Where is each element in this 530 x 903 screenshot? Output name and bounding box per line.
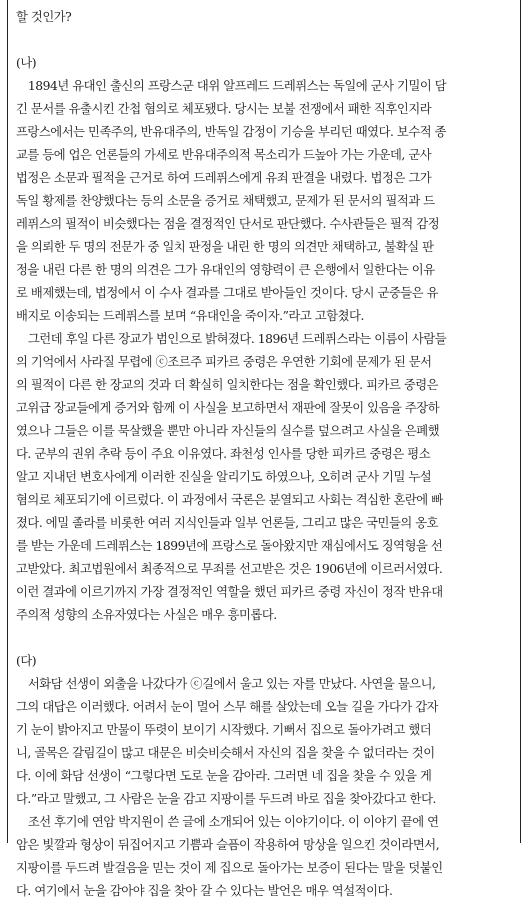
- text-line: 다. 이에 화담 선생이 “그렇다면 도로 눈을 감아라. 그러면 네 집을 찾을 수 있을 게: [16, 769, 432, 783]
- text-line: 다. 군부의 권위 추락 등이 주요 이유였다. 좌천성 인사를 당한 피카르 중령은 평소: [16, 447, 431, 461]
- text-line: 였으나 그들은 이를 묵살했을 뿐만 아니라 자신들의 실수를 덮으려고 사실을 은폐했: [16, 424, 440, 438]
- text-line: 의 필적이 다른 한 장교의 것과 더 확실히 일치한다는 점을 확인했다. 피카르 중령은: [16, 378, 439, 392]
- text-line: 의 기억에서 사라질 무렵에 ⓒ조르주 피카르 중령은 우연한 기회에 문제가 된 문서: [16, 355, 432, 369]
- text-line: 암은 빛깔과 형상이 뒤집어지고 기쁨과 슬픔이 작용하여 망상을 일으킨 것이라면서,: [16, 838, 440, 852]
- text-line: 졌다. 에밀 졸라를 비롯한 여러 지식인들과 일부 언론들, 그리고 많은 국민들의 옹호: [16, 516, 439, 530]
- text-line: 그의 대답은 이러했다. 어려서 눈이 멀어 스무 해를 살았는데 오늘 길을 가다가 갑자: [16, 700, 439, 714]
- text-line: 독일 황제를 찬양했다는 등의 소문을 증거로 채택했고, 문제가 된 문서의 필적과 드: [16, 194, 435, 208]
- text-line: 고위급 장교들에게 증거와 함께 이 사실을 보고하면서 재판에 잘못이 있음을 주장하: [16, 401, 440, 415]
- section-label: (나): [16, 56, 37, 70]
- text-line: 혐의로 체포되기에 이르렀다. 이 과정에서 국론은 분열되고 사회는 격심한 혼란에 빠: [16, 493, 443, 507]
- text-line: 을 의뢰한 두 명의 전문가 중 일치 판정을 내린 한 명의 의견만 채택하고, 불확실 판: [16, 240, 434, 254]
- section-gap: [16, 29, 516, 52]
- continuation-line: 할 것인가?: [16, 10, 72, 24]
- section-gap: [16, 627, 516, 650]
- text-line: 니, 골목은 갈림길이 많고 대문은 비슷비슷해서 자신의 집을 찾을 수 없더라는 것이: [16, 746, 435, 760]
- text-line: 교를 등에 업은 언론들의 가세로 반유대주의적 목소리가 드높아 가는 가운데, 군사: [16, 148, 432, 162]
- text-line: 다.”라고 말했고, 그 사람은 눈을 감고 지팡이를 두드려 바로 집을 찾아갔다고 한다.: [16, 792, 436, 806]
- text-line: 를 받는 가운데 드레퓌스는 1899년에 프랑스로 돌아왔지만 재심에서도 징역형을 선: [16, 539, 443, 553]
- section-na: [16, 52, 516, 627]
- text-line: 그런데 후일 다른 장교가 범인으로 밝혀졌다. 1896년 드레퓌스라는 이름이 사람들: [16, 332, 447, 346]
- text-line: 고받았다. 최고법원에서 최종적으로 무죄를 선고받은 것은 1906년에 이르러서였다.: [16, 562, 443, 576]
- text-line: 기 눈이 밝아지고 만물이 뚜렷이 보이기 시작했다. 기뻐서 집으로 돌아가려고 했더: [16, 723, 432, 737]
- text-line: 알고 지내던 변호사에게 이러한 진실을 알리기도 하였으나, 오히려 군사 기밀 누설: [16, 470, 432, 484]
- section-label: (다): [16, 654, 37, 668]
- text-line: 지팡이를 두드려 발걸음을 믿는 것이 제 집으로 돌아가는 보증이 된다는 말을 덧붙인: [16, 861, 443, 875]
- text-line: 1894년 유대인 출신의 프랑스군 대위 알프레드 드레퓌스는 독일에 군사 기밀이 담: [16, 79, 447, 93]
- text-line: 정을 내린 다른 한 명의 의견은 그가 유대인의 영향력이 큰 은행에서 일한다는 이유: [16, 263, 435, 277]
- text-line: 이런 결과에 이르기까지 가장 결정적인 역할을 했던 피카르 중령 자신이 정작 반유대: [16, 585, 443, 599]
- text-line: 긴 문서를 유출시킨 간첩 혐의로 체포됐다. 당시는 보불 전쟁에서 패한 직후인지라: [16, 102, 432, 116]
- text-line: 프랑스에서는 민족주의, 반유대주의, 반독일 감정이 기승을 부리던 때였다. 보수적 종: [16, 125, 447, 139]
- text-line: 법정은 소문과 필적을 근거로 하여 드레퓌스에게 유죄 판결을 내렸다. 법정은 그가: [16, 171, 432, 185]
- section-da: [16, 650, 516, 903]
- text-line: 서화담 선생이 외출을 나갔다가 ⓒ길에서 울고 있는 자를 만났다. 사연을 물으니,: [16, 677, 436, 691]
- text-line: 다. 여기에서 눈을 감아야 집을 찾아 갈 수 있다는 발언은 매우 역설적이다.: [16, 884, 393, 898]
- text-line: 주의적 성향의 소유자였다는 사실은 매우 흥미롭다.: [16, 608, 277, 622]
- text-line: 조선 후기에 연암 박지원이 쓴 글에 소개되어 있는 이야기이다. 이 이야기 끝에 연: [16, 815, 439, 829]
- text-line: 레퓌스의 필적이 비슷했다는 점을 결정적인 단서로 판단했다. 수사관들은 필적 감정: [16, 217, 440, 231]
- document-body: [16, 6, 516, 903]
- text-line: 배지로 이송되는 드레퓌스를 보며 “유대인을 죽이자.”라고 고함쳤다.: [16, 309, 364, 323]
- text-line: 로 배제했는데, 법정에서 이 수사 결과를 그대로 받아들인 것이다. 당시 군중들은 유: [16, 286, 439, 300]
